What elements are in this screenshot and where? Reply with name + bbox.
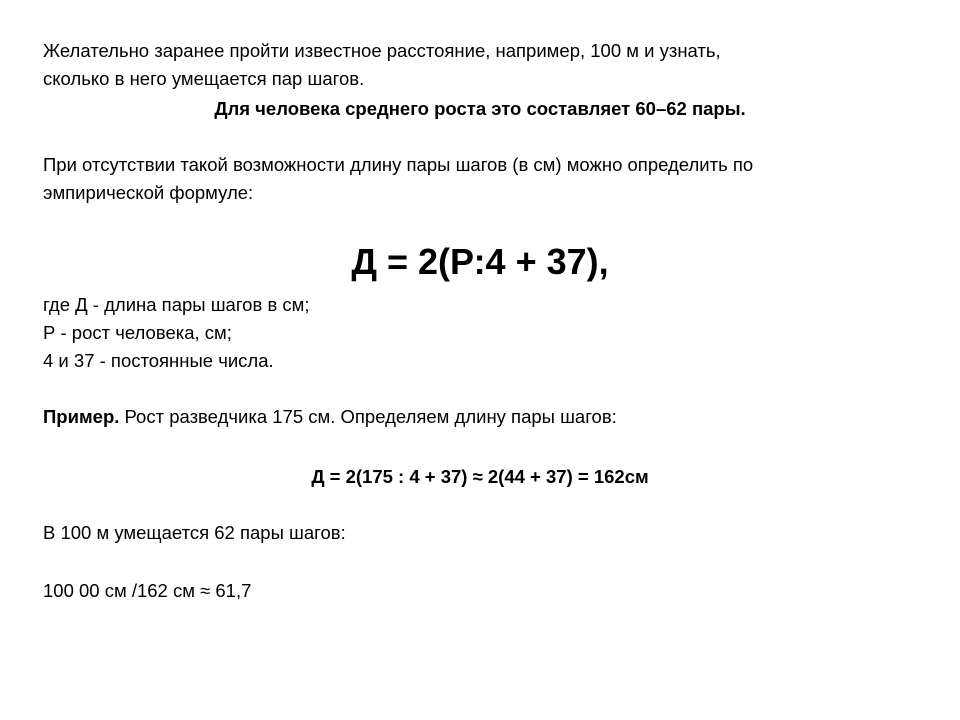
main-formula: Д = 2(Р:4 + 37), xyxy=(351,241,609,282)
alternative-line-1: При отсутствии такой возможности длину пары шагов (в см) можно определить по xyxy=(43,154,754,175)
legend-line-1: где Д - длина пары шагов в см; xyxy=(43,294,310,315)
example-calculation: Д = 2(175 : 4 + 37) ≈ 2(44 + 37) = 162см xyxy=(311,466,649,487)
legend-line-3: 4 и 37 - постоянные числа. xyxy=(43,350,274,371)
example-line xyxy=(43,404,617,430)
alternative-line-2: эмпирической формуле: xyxy=(43,182,254,203)
intro-line-2: сколько в него умещается пар шагов. xyxy=(43,68,365,89)
intro-line-1: Желательно заранее пройти известное расстояние, например, 100 м и узнать, xyxy=(43,40,721,61)
result-calculation: 100 00 см /162 см ≈ 61,7 xyxy=(43,580,252,601)
example-text: Рост разведчика 175 см. Определяем длину пары шагов: xyxy=(119,406,617,427)
result-statement: В 100 м умещается 62 пары шагов: xyxy=(43,522,346,543)
average-height-statement: Для человека среднего роста это составляет 60–62 пары. xyxy=(214,98,746,119)
example-label: Пример. xyxy=(43,406,120,427)
legend-line-2: Р - рост человека, см; xyxy=(43,322,232,343)
